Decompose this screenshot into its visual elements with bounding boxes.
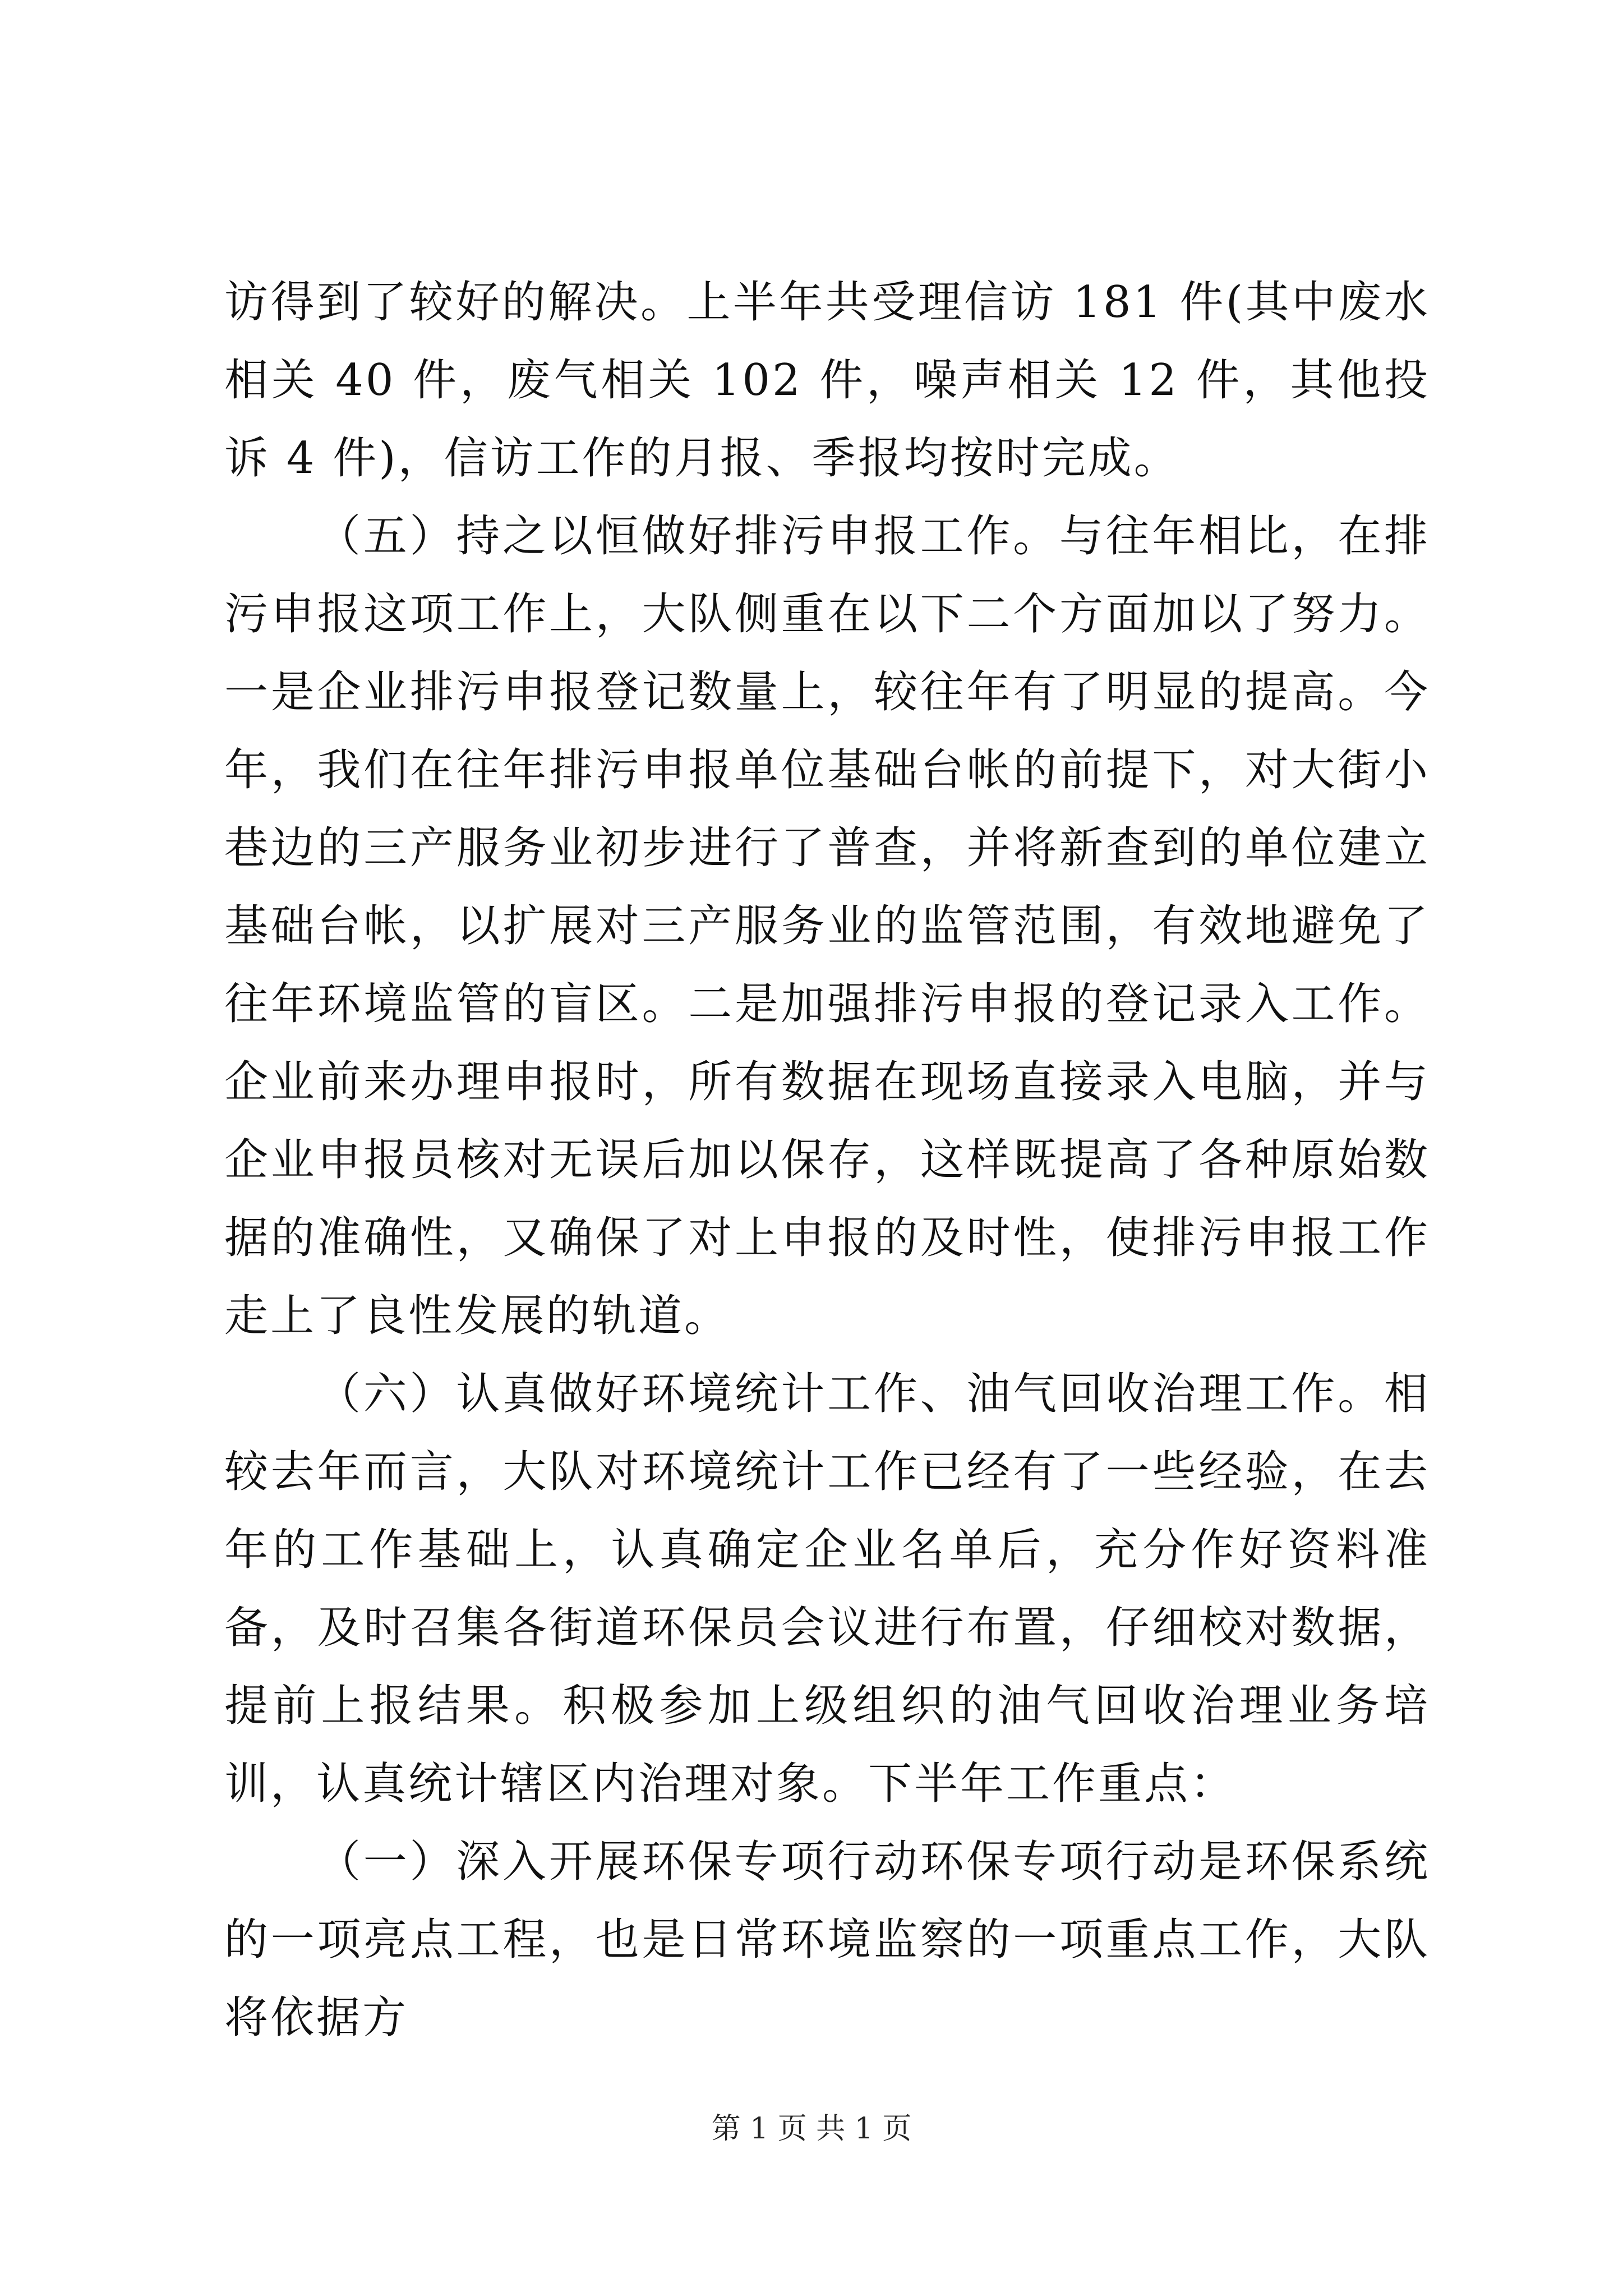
paragraph-petition-summary: 访得到了较好的解决。上半年共受理信访 181 件(其中废水相关 40 件，废气相关 102 件，噪声相关 12 件，其他投诉 4 件)，信访工作的月报、季报均按时完成。: [224, 277, 1430, 484]
paragraph-pollution-declaration: （五）持之以恒做好排污申报工作。与往年相比，在排污申报这项工作上，大队侧重在以下二个方面加以了努力。一是企业排污申报登记数量上，较往年有了明显的提高。今年，我们在往年排污申报单位基础台帐的前提下，对大街小巷边的三产服务业初步进行了普查，并将新查到的单位建立基础台帐，以扩展对三产服务业的监管范围，有效地避免了往年环境监管的盲区。二是加强排污申报的登记录入工作。企业前来办理申报时，所有数据在现场直接录入电脑，并与企业申报员核对无误后加以保存，这样既提高了各种原始数据的准确性，又确保了对上申报的及时性，使排污申报工作走上了良性发展的轨道。: [224, 511, 1430, 1341]
body-text: [224, 264, 1430, 2057]
page-number-footer: 第 1 页 共 1 页: [711, 2112, 912, 2146]
paragraph-special-action: （一）深入开展环保专项行动环保专项行动是环保系统的一项亮点工程，也是日常环境监察的一项重点工作，大队将依据方: [224, 1837, 1430, 2043]
paragraph-environmental-statistics: （六）认真做好环境统计工作、油气回收治理工作。相较去年而言，大队对环境统计工作已经有了一些经验，在去年的工作基础上，认真确定企业名单后，充分作好资料准备，及时召集各街道环保员会议进行布置，仔细校对数据，提前上报结果。积极参加上级组织的油气回收治理业务培训，认真统计辖区内治理对象。下半年工作重点：: [224, 1369, 1430, 1809]
